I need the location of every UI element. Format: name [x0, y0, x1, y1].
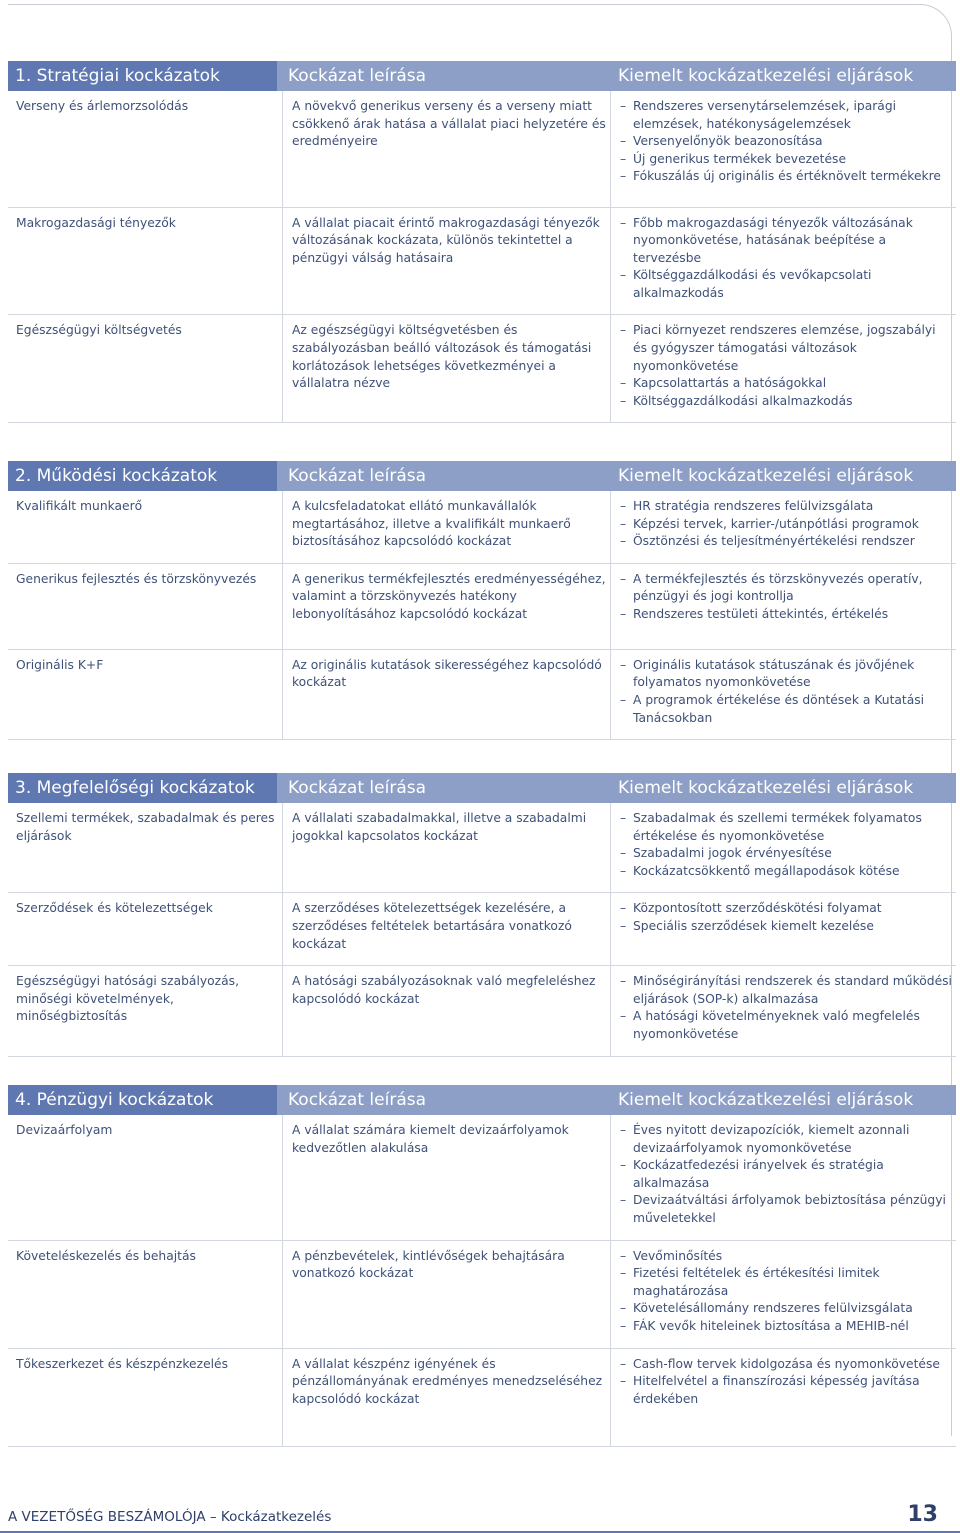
- procedure-item: – Speciális szerződések kiemelt kezelése: [620, 918, 952, 936]
- procedure-item: – Hitelfelvétel a finanszírozási képesség javítása érdekében: [620, 1373, 952, 1408]
- procedure-item: – Kapcsolattartás a hatóságokkal: [620, 375, 952, 393]
- procedure-list: [620, 1356, 952, 1409]
- risk-description: Az egészségügyi költségvetésben és szabályozásban beálló változások és támogatási korlátozások lehetséges következményei a vállalatra nézve: [283, 315, 611, 423]
- risk-section: [8, 461, 956, 740]
- procedure-list: [620, 973, 952, 1043]
- procedure-item: – HR stratégia rendszeres felülvizsgálata: [620, 498, 952, 516]
- section-header: [8, 61, 956, 91]
- risk-description: A vállalat készpénz igényének és pénzállományának eredményes menedzseléséhez kapcsolódó kockázat: [283, 1348, 611, 1446]
- procedure-item: – Kockázatfedezési irányelvek és stratégia alkalmazása: [620, 1157, 952, 1192]
- risk-section: [8, 1085, 956, 1447]
- procedure-item: – Új generikus termékek bevezetése: [620, 151, 952, 169]
- section-header: [8, 461, 956, 491]
- procedure-item: – Fizetési feltételek és értékesítési limitek maghatározása: [620, 1265, 952, 1300]
- risk-table: [8, 91, 956, 423]
- column-header-description: Kockázat leírása: [288, 66, 427, 86]
- risk-procedures: [611, 491, 957, 563]
- risk-section: [8, 773, 956, 1057]
- column-header-procedures: Kiemelt kockázatkezelési eljárások: [618, 1090, 914, 1110]
- risk-procedures: [611, 1348, 957, 1446]
- risk-procedures: [611, 649, 957, 739]
- procedure-item: – Költséggazdálkodási alkalmazkodás: [620, 393, 952, 411]
- risk-procedures: [611, 966, 957, 1056]
- procedure-item: – Piaci környezet rendszeres elemzése, jogszabályi és gyógyszer támogatási változások nyomonkövetése: [620, 322, 952, 375]
- risk-name: Generikus fejlesztés és törzskönyvezés: [8, 563, 283, 649]
- risk-description: A vállalat piacait érintő makrogazdasági tényezők változásának kockázata, különös tekintettel a pénzügyi válság hatásaira: [283, 207, 611, 315]
- risk-procedures: [611, 315, 957, 423]
- procedure-item: – A programok értékelése és döntések a Kutatási Tanácsokban: [620, 692, 952, 727]
- table-row: [8, 207, 956, 315]
- risk-description: A hatósági szabályozásoknak való megfeleléshez kapcsolódó kockázat: [283, 966, 611, 1056]
- procedure-item: – Devizaátváltási árfolyamok bebiztosítása pénzügyi műveletekkel: [620, 1192, 952, 1227]
- risk-description: A növekvő generikus verseny és a verseny miatt csökkenő árak hatása a vállalat piaci helyzetére és eredményeire: [283, 91, 611, 207]
- risk-name: Devizaárfolyam: [8, 1115, 283, 1240]
- risk-name: Kvalifikált munkaerő: [8, 491, 283, 563]
- risk-table: [8, 803, 956, 1057]
- footer-title: A VEZETŐSÉG BESZÁMOLÓJA – Kockázatkezelés: [8, 1509, 332, 1525]
- procedure-item: – Rendszeres testületi áttekintés, értékelés: [620, 606, 952, 624]
- procedure-item: – Szabadalmak és szellemi termékek folyamatos értékelése és nyomonkövetése: [620, 810, 952, 845]
- procedure-list: [620, 215, 952, 303]
- risk-description: A szerződéses kötelezettségek kezelésére, a szerződéses feltételek betartására vonatkozó kockázat: [283, 893, 611, 966]
- risk-name: Követeléskezelés és behajtás: [8, 1240, 283, 1348]
- risk-procedures: [611, 803, 957, 893]
- section-title: 2. Működési kockázatok: [8, 461, 277, 491]
- section-title: 1. Stratégiai kockázatok: [8, 61, 277, 91]
- risk-name: Originális K+F: [8, 649, 283, 739]
- procedure-item: – A termékfejlesztés és törzskönyvezés operatív, pénzügyi és jogi kontrollja: [620, 571, 952, 606]
- procedure-item: – Ösztönzési és teljesítményértékelési rendszer: [620, 533, 952, 551]
- table-row: [8, 893, 956, 966]
- procedure-list: [620, 1248, 952, 1336]
- risk-procedures: [611, 1240, 957, 1348]
- procedure-item: – Rendszeres versenytárselemzések, iparági elemzések, hatékonyságelemzések: [620, 98, 952, 133]
- risk-description: Az originális kutatások sikerességéhez kapcsolódó kockázat: [283, 649, 611, 739]
- risk-name: Egészségügyi költségvetés: [8, 315, 283, 423]
- risk-procedures: [611, 91, 957, 207]
- risk-description: A vállalat számára kiemelt devizaárfolyamok kedvezőtlen alakulása: [283, 1115, 611, 1240]
- procedure-item: – Központosított szerződéskötési folyamat: [620, 900, 952, 918]
- procedure-list: [620, 657, 952, 727]
- risk-section: [8, 61, 956, 423]
- procedure-list: [620, 900, 952, 935]
- column-header-procedures: Kiemelt kockázatkezelési eljárások: [618, 66, 914, 86]
- procedure-item: – Minőségirányítási rendszerek és standard működési eljárások (SOP-k) alkalmazása: [620, 973, 952, 1008]
- risk-name: Szerződések és kötelezettségek: [8, 893, 283, 966]
- risk-name: Tőkeszerkezet és készpénzkezelés: [8, 1348, 283, 1446]
- column-header-procedures: Kiemelt kockázatkezelési eljárások: [618, 466, 914, 486]
- page-number: 13: [907, 1502, 938, 1527]
- table-row: [8, 91, 956, 207]
- column-header-description: Kockázat leírása: [288, 778, 427, 798]
- risk-procedures: [611, 893, 957, 966]
- procedure-item: – Képzési tervek, karrier-/utánpótlási programok: [620, 516, 952, 534]
- table-row: [8, 649, 956, 739]
- procedure-item: – Éves nyitott devizapozíciók, kiemelt azonnali devizaárfolyamok nyomonkövetése: [620, 1122, 952, 1157]
- risk-table: [8, 1115, 956, 1447]
- risk-name: Szellemi termékek, szabadalmak és peres eljárások: [8, 803, 283, 893]
- table-row: [8, 803, 956, 893]
- procedure-list: [620, 498, 952, 551]
- risk-description: A vállalati szabadalmakkal, illetve a szabadalmi jogokkal kapcsolatos kockázat: [283, 803, 611, 893]
- section-header: [8, 1085, 956, 1115]
- risk-description: A kulcsfeladatokat ellátó munkavállalók megtartásához, illetve a kvalifikált munkaerő biztosításához kapcsolódó kockázat: [283, 491, 611, 563]
- procedure-item: – Szabadalmi jogok érvényesítése: [620, 845, 952, 863]
- table-row: [8, 966, 956, 1056]
- procedure-item: – Originális kutatások státuszának és jövőjének folyamatos nyomonkövetése: [620, 657, 952, 692]
- column-header-description: Kockázat leírása: [288, 466, 427, 486]
- procedure-list: [620, 1122, 952, 1228]
- section-title: 3. Megfelelőségi kockázatok: [8, 773, 277, 803]
- risk-name: Makrogazdasági tényezők: [8, 207, 283, 315]
- procedure-item: – Vevőminősítés: [620, 1248, 952, 1266]
- risk-description: A generikus termékfejlesztés eredményességéhez, valamint a törzskönyvezés hatékony lebonyolításához kapcsolódó kockázat: [283, 563, 611, 649]
- procedure-item: – Cash-flow tervek kidolgozása és nyomonkövetése: [620, 1356, 952, 1374]
- section-header: [8, 773, 956, 803]
- risk-name: Verseny és árlemorzsolódás: [8, 91, 283, 207]
- procedure-item: – Fókuszálás új originális és értéknövelt termékekre: [620, 168, 952, 186]
- procedure-item: – Versenyelőnyök beazonosítása: [620, 133, 952, 151]
- table-row: [8, 1115, 956, 1240]
- procedure-item: – Követelésállomány rendszeres felülvizsgálata: [620, 1300, 952, 1318]
- risk-table: [8, 491, 956, 740]
- risk-procedures: [611, 207, 957, 315]
- procedure-item: – FÁK vevők hiteleinek biztosítása a MEHIB-nél: [620, 1318, 952, 1336]
- procedure-item: – Költséggazdálkodási és vevőkapcsolati alkalmazkodás: [620, 267, 952, 302]
- risk-procedures: [611, 1115, 957, 1240]
- procedure-list: [620, 98, 952, 186]
- risk-name: Egészségügyi hatósági szabályozás, minőségi követelmények, minőségbiztosítás: [8, 966, 283, 1056]
- risk-description: A pénzbevételek, kintlévőségek behajtására vonatkozó kockázat: [283, 1240, 611, 1348]
- procedure-list: [620, 322, 952, 410]
- section-title: 4. Pénzügyi kockázatok: [8, 1085, 277, 1115]
- table-row: [8, 563, 956, 649]
- column-header-description: Kockázat leírása: [288, 1090, 427, 1110]
- procedure-list: [620, 810, 952, 880]
- procedure-item: – Főbb makrogazdasági tényezők változásának nyomonkövetése, hatásának beépítése a tervezésbe: [620, 215, 952, 268]
- procedure-item: – A hatósági követelményeknek való megfelelés nyomonkövetése: [620, 1008, 952, 1043]
- table-row: [8, 491, 956, 563]
- risk-procedures: [611, 563, 957, 649]
- procedure-list: [620, 571, 952, 624]
- table-row: [8, 315, 956, 423]
- procedure-item: – Kockázatcsökkentő megállapodások kötése: [620, 863, 952, 881]
- table-row: [8, 1240, 956, 1348]
- column-header-procedures: Kiemelt kockázatkezelési eljárások: [618, 778, 914, 798]
- table-row: [8, 1348, 956, 1446]
